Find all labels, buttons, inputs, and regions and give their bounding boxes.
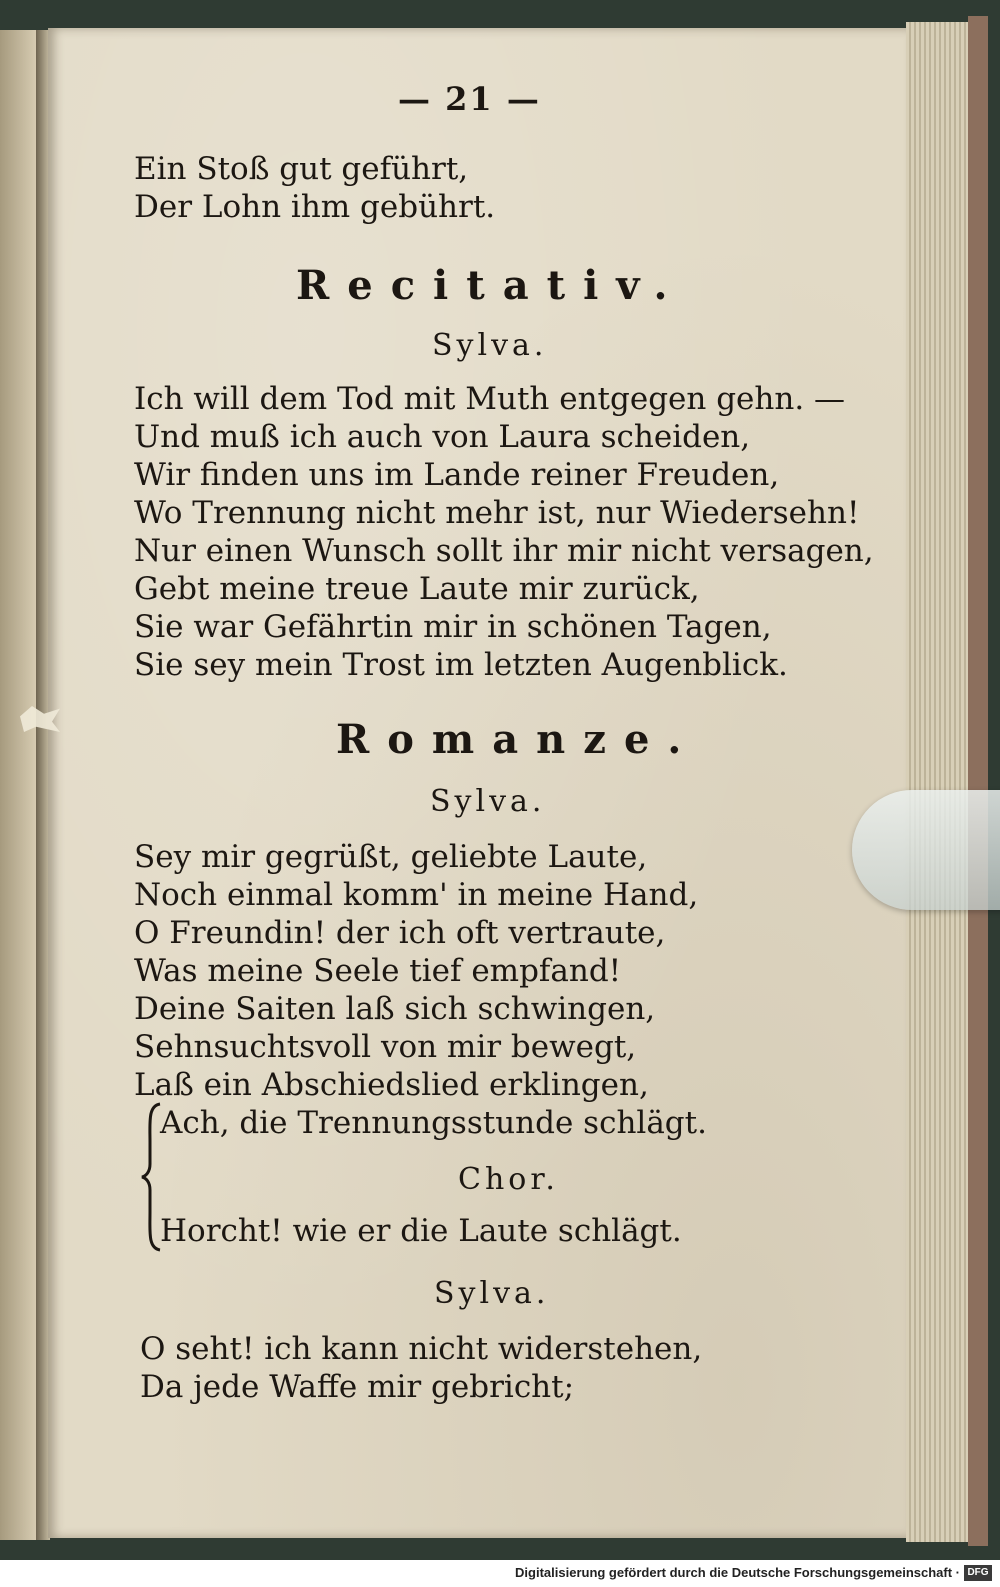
opening-verse (134, 150, 495, 226)
verse-line: Da jede Waffe mir gebricht; (140, 1369, 575, 1405)
braced-line-2 (160, 1212, 682, 1250)
verse-line: Sey mir gegrüßt, geliebte Laute, (134, 839, 648, 875)
verse-line: Sie sey mein Trost im letzten Augenblick. (134, 647, 788, 683)
recitativ-verse (134, 380, 874, 684)
verse-line: Deine Saiten laß sich schwingen, (134, 991, 656, 1027)
verse-line: O seht! ich kann nicht widerstehen, (140, 1331, 703, 1367)
dfg-logo: DFG (964, 1565, 992, 1581)
page-holder-clip (852, 790, 1000, 910)
romanze-verse (134, 838, 698, 1104)
verse-line: Horcht! wie er die Laute schlägt. (160, 1213, 682, 1249)
verse-line: Und muß ich auch von Laura scheiden, (134, 419, 751, 455)
book-page (48, 28, 908, 1538)
verse-line: Sehnsuchtsvoll von mir bewegt, (134, 1029, 637, 1065)
chorus-speaker: Chor. (458, 1162, 559, 1197)
page-stack-edges (906, 22, 968, 1542)
facing-page-edge (0, 30, 36, 1540)
verse-line: Laß ein Abschiedslied erklingen, (134, 1067, 649, 1103)
verse-line: Wo Trennung nicht mehr ist, nur Wiedersehn! (134, 495, 860, 531)
verse-line: Ein Stoß gut geführt, (134, 151, 469, 187)
verse-line: Sie war Gefährtin mir in schönen Tagen, (134, 609, 772, 645)
verse-line: Der Lohn ihm gebührt. (134, 189, 496, 225)
braced-line-1 (160, 1104, 707, 1142)
verse-line: Noch einmal komm' in meine Hand, (134, 877, 699, 913)
verse-line: Wir finden uns im Lande reiner Freuden, (134, 457, 780, 493)
verse-line: Was meine Seele tief empfand! (134, 953, 622, 989)
verse-line: O Freundin! der ich oft vertraute, (134, 915, 666, 951)
romanze-heading: Romanze. (336, 716, 700, 763)
funding-credit: Digitalisierung gefördert durch die Deutsche Forschungsgemeinschaft · (515, 1565, 960, 1580)
book-cover-edge (968, 16, 988, 1546)
verse-line: Ich will dem Tod mit Muth entgegen gehn. — (134, 381, 846, 417)
recitativ-heading: Recitativ. (296, 262, 686, 309)
verse-line: Nur einen Wunsch sollt ihr mir nicht versagen, (134, 533, 874, 569)
verse-line: Ach, die Trennungsstunde schlägt. (160, 1105, 707, 1141)
verse-line: Gebt meine treue Laute mir zurück, (134, 571, 700, 607)
digitization-footer (0, 1560, 1000, 1587)
romanze-speaker: Sylva. (430, 784, 546, 819)
page-number: — 21 — (398, 80, 541, 118)
closing-verse (140, 1330, 702, 1406)
closing-speaker: Sylva. (434, 1276, 550, 1311)
curly-brace (140, 1102, 162, 1252)
recitativ-speaker: Sylva. (432, 328, 548, 363)
